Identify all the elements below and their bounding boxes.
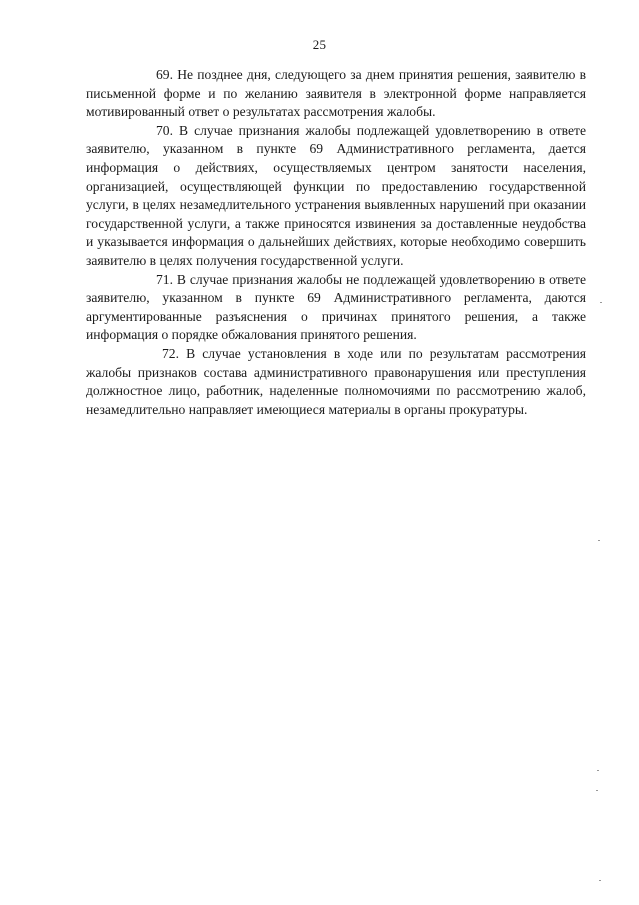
scan-speck: [599, 880, 601, 881]
paragraph-69: [86, 66, 586, 122]
paragraph-text: В случае установления в ходе или по результатам рассмотрения жалобы признаков состава административного правонарушения или преступления должностное лицо, работник, наделенные полномочиями по рассмотрению жалоб, незамедлительно направляет имеющиеся материалы в органы прокуратуры.: [86, 345, 586, 417]
paragraph-number: 70.: [156, 122, 173, 138]
paragraph-number: 72.: [162, 345, 179, 361]
paragraph-number: 71.: [156, 271, 173, 287]
scan-speck: [597, 770, 599, 771]
paragraph-number: 69.: [156, 67, 173, 82]
paragraph-70: [86, 122, 586, 271]
paragraph-text: Не позднее дня, следующего за днем принятия решения, заявителю в письменной форме и по желанию заявителя в электронной форме направляется мотивированный ответ о результатах рассмотрения жалобы.: [86, 67, 586, 120]
document-body: [86, 66, 586, 419]
paragraph-text: В случае признания жалобы не подлежащей удовлетворению в ответе заявителю, указанном в пункте 69 Административного регламента, даются аргументированные разъяснения о причинах принятого решения, а также информация о порядке обжалования принятого решения.: [86, 271, 586, 343]
paragraph-72: [86, 345, 586, 419]
scan-speck: [598, 540, 600, 541]
scan-speck: [600, 302, 602, 303]
scan-speck: [596, 790, 598, 791]
page-number: 25: [312, 37, 327, 52]
paragraph-text: В случае признания жалобы подлежащей удовлетворению в ответе заявителю, указанном в пункте 69 Административного регламента, дается информация о действиях, осуществляемых центром занятости населения, организацией, осуществляющей функции по предоставлению государственной услуги, в целях незамедлительного устранения выявленных нарушений при оказании государственной услуги, а также приносятся извинения за доставленные неудобства и указывается информация о дальнейших действиях, которые необходимо совершить заявителю в целях получения государственной услуги.: [86, 122, 587, 268]
paragraph-71: [86, 271, 586, 345]
